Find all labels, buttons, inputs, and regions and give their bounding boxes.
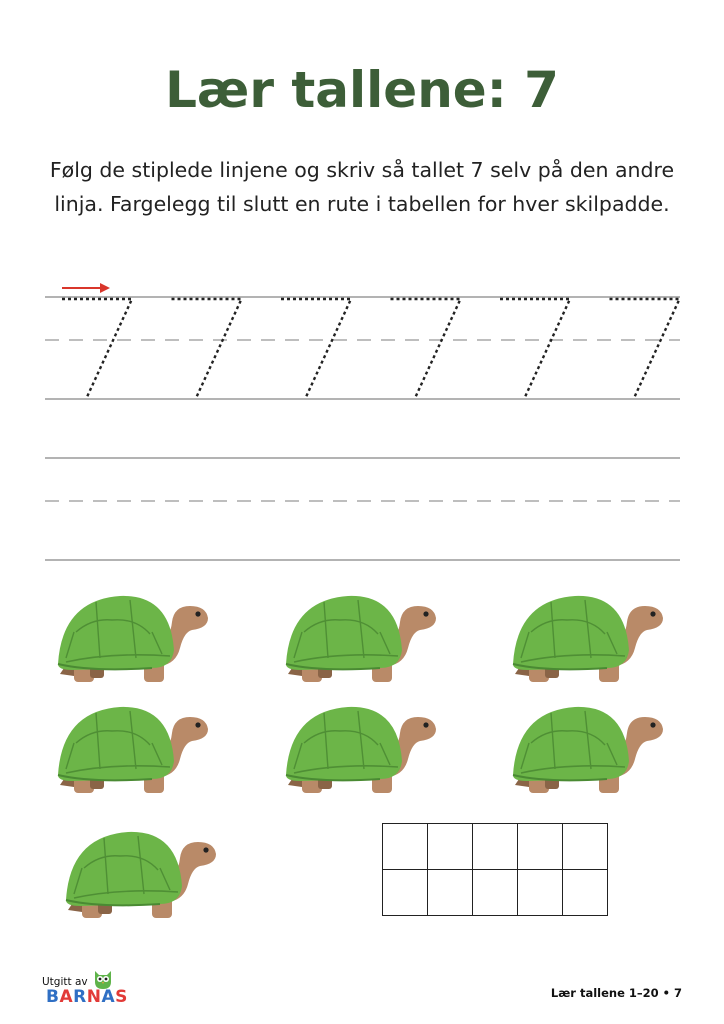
turtle-icon bbox=[52, 703, 212, 798]
traced-digit bbox=[281, 299, 351, 397]
direction-arrow-icon bbox=[62, 283, 110, 293]
ten-frame-cell[interactable] bbox=[383, 870, 428, 916]
turtle-icon bbox=[280, 703, 440, 798]
page-footer-label: Lær tallene 1–20 • 7 bbox=[550, 986, 682, 1000]
brand-letter: A bbox=[101, 987, 116, 1007]
traced-digit bbox=[391, 299, 461, 397]
turtle-icon bbox=[507, 592, 667, 687]
brand-letter: A bbox=[59, 987, 74, 1007]
ten-frame-cell[interactable] bbox=[518, 824, 563, 870]
brand-letter: R bbox=[73, 987, 87, 1007]
writing-practice-lines bbox=[0, 270, 724, 570]
brand-letter: S bbox=[115, 987, 128, 1007]
page-title: Lær tallene: 7 bbox=[165, 61, 559, 119]
ten-frame-table[interactable] bbox=[382, 823, 608, 916]
traced-digits bbox=[62, 299, 680, 397]
ten-frame-cell[interactable] bbox=[563, 824, 608, 870]
ten-frame-cell[interactable] bbox=[518, 870, 563, 916]
brand-letter: B bbox=[46, 987, 60, 1007]
traced-digit bbox=[172, 299, 242, 397]
publisher-logo bbox=[42, 968, 172, 1010]
publisher-name bbox=[46, 987, 128, 1007]
traced-digit bbox=[610, 299, 680, 397]
ten-frame-cell[interactable] bbox=[473, 824, 518, 870]
turtle-icon bbox=[507, 703, 667, 798]
ten-frame-cell[interactable] bbox=[428, 870, 473, 916]
ten-frame-cell[interactable] bbox=[383, 824, 428, 870]
instructions-text: Følg de stiplede linjene og skriv så tallet 7 selv på den andre linja. Fargelegg til slutt en rute i tabellen for hver skilpadde. bbox=[49, 158, 675, 216]
brand-letter: N bbox=[86, 987, 102, 1007]
turtle-icon bbox=[60, 828, 220, 923]
ten-frame-cell[interactable] bbox=[428, 824, 473, 870]
traced-digit bbox=[62, 299, 132, 397]
turtle-icon bbox=[280, 592, 440, 687]
ten-frame-cell[interactable] bbox=[473, 870, 518, 916]
ten-frame-cell[interactable] bbox=[563, 870, 608, 916]
traced-digit bbox=[500, 299, 570, 397]
turtle-icon bbox=[52, 592, 212, 687]
publisher-label: Utgitt av bbox=[42, 976, 88, 988]
